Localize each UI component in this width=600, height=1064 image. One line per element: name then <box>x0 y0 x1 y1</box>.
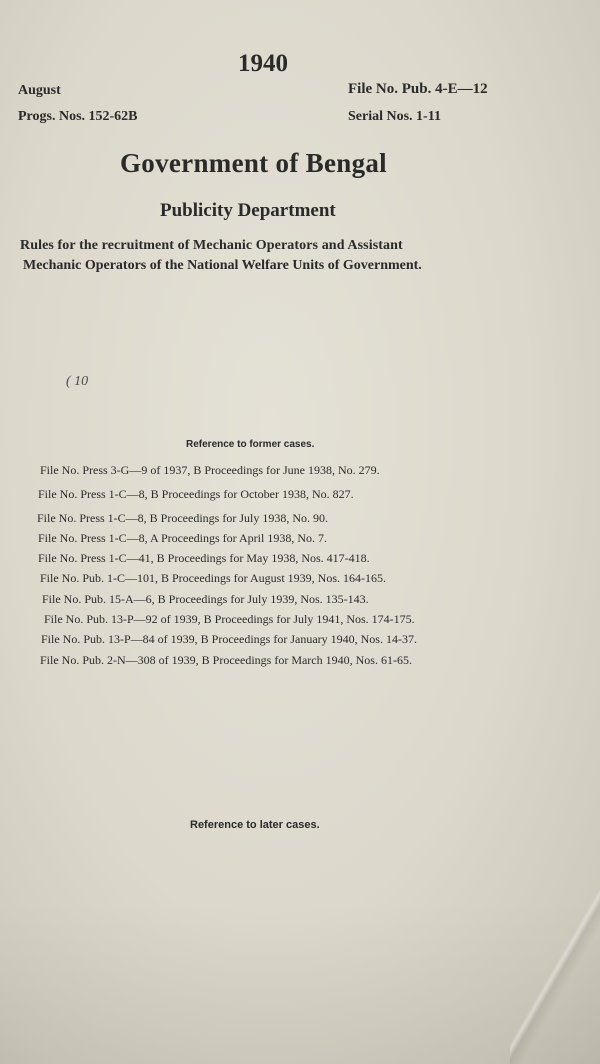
reference-item: File No. Press 1-C—8, B Proceedings for July 1938, No. 90. <box>37 511 328 525</box>
handwritten-margin-note: ( 10 <box>66 374 89 389</box>
government-title: Government of Bengal <box>120 148 387 178</box>
file-number: File No. Pub. 4-E—12 <box>348 81 488 97</box>
reference-item: File No. Press 1-C—8, B Proceedings for October 1938, No. 827. <box>38 487 354 501</box>
later-cases-heading: Reference to later cases. <box>190 819 320 831</box>
reference-item: File No. Pub. 15-A—6, B Proceedings for July 1939, Nos. 135-143. <box>42 592 369 606</box>
progs-numbers: Progs. Nos. 152-62B <box>18 109 138 124</box>
month-label: August <box>18 83 61 98</box>
former-cases-heading: Reference to former cases. <box>186 439 315 450</box>
reference-item: File No. Press 3-G—9 of 1937, B Proceedings for June 1938, No. 279. <box>40 463 380 477</box>
serial-numbers: Serial Nos. 1-11 <box>348 109 441 124</box>
reference-item: File No. Press 1-C—8, A Proceedings for April 1938, No. 7. <box>38 531 327 545</box>
reference-item: File No. Pub. 1-C—101, B Proceedings for August 1939, Nos. 164-165. <box>40 571 386 585</box>
reference-item: File No. Pub. 13-P—92 of 1939, B Proceedings for July 1941, Nos. 174-175. <box>44 612 415 626</box>
subject-line-2: Mechanic Operators of the National Welfare Units of Government. <box>23 258 422 273</box>
year-heading: 1940 <box>238 50 288 77</box>
reference-item: File No. Pub. 13-P—84 of 1939, B Proceedings for January 1940, Nos. 14-37. <box>41 632 417 646</box>
reference-item: File No. Pub. 2-N—308 of 1939, B Proceedings for March 1940, Nos. 61-65. <box>40 653 412 667</box>
subject-line-1: Rules for the recruitment of Mechanic Operators and Assistant <box>20 238 403 253</box>
paper-crease <box>510 880 600 1064</box>
department-title: Publicity Department <box>160 200 336 221</box>
reference-item: File No. Press 1-C—41, B Proceedings for May 1938, Nos. 417-418. <box>38 551 370 565</box>
